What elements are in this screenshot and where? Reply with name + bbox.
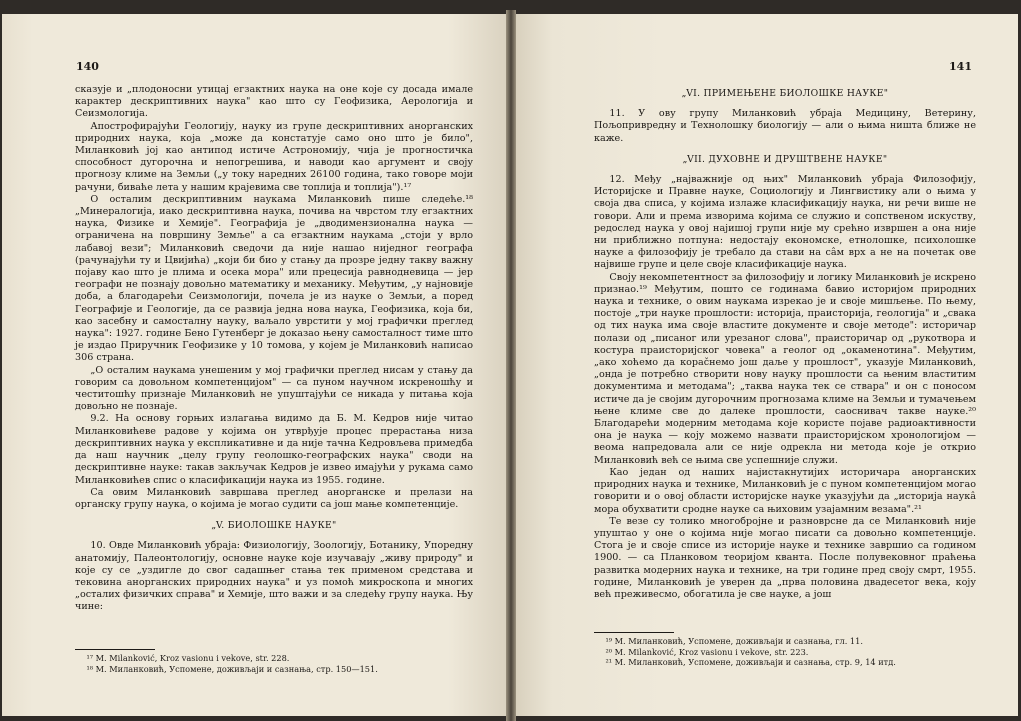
paragraph: 11. У ову групу Миланковић убраја Медицину, Ветерину, Пољопривредну и Технолошку биологију — али о њима ништа ближе не каже. — [594, 108, 976, 144]
section-heading: „VII. ДУХОВНЕ И ДРУШТВЕНЕ НАУКЕ" — [682, 153, 888, 165]
section-heading: „VI. ПРИМЕЊЕНЕ БИОЛОШКЕ НАУКЕ" — [681, 88, 889, 99]
paragraph: Као један од наших најистакнутијих историчара анорганских природних наука и технике, Миланковић је с пуном компетенцијом могао говорити и о овој области историјске науке указујући да „историја наукâ мора обухватити сродне науке са њиховим узајамним везама".²¹ — [594, 466, 976, 515]
paragraph: „О осталим наукама унешеним у мој графички преглед нисам у стању да говорим са довољном компетенцијом" — са пуном научном искреношћу и честитошћу признаје Миланковић не упуштајући се никада у питања која довољно не познаје. — [75, 364, 473, 413]
section-heading: „V. БИОЛОШКЕ НАУКЕ" — [211, 520, 337, 532]
footnote: ¹⁹ М. Миланковић, Успомене, доживљаји и сазнања, гл. 11. — [605, 636, 863, 646]
footnote: ²¹ М. Миланковић, Успомене, доживљаји и сазнања, стр. 9, 14 итд. — [605, 657, 896, 668]
paragraph: 9.2. На основу горњих излагања видимо да Б. М. Кедров није читао Миланковићеве радове у којима он утврђује процес прерастања низа дескриптивних наука у експликативне и да није тачна Кедровљева примедба да наш научник „целу групу геолошко-географских наука" своди на дескриптивне науке: такав закључак Кедров је извео имајући у рукама само Миланковићев спис о класификацији наука из 1955. године. — [75, 413, 473, 486]
paragraph: Своју некомпетентност за филозофију и логику Миланковић је искрено признао.¹⁹ Међутим, пошто се годинама бавио историјом природних наука и технике, о овим наукама изрекао је и своје мишљење. По њему, постоје „три науке прошлости: историја, праисторија, геологија" и „свака од тих наука има своје властите документе и своје методе": историчар полази од „писаног или урезаног слова", праисторичар од „рукотвора и костура праисторијског човека" а геолог од „окаменотина". Међутим, „ако хоћемо да кораčнемо још даље у прошлост", указује Миланковић, „онда је потребно створити нову науку прошлости са њеним властитим документима и методама"; „таква наука тек се ствара" и он с поносом истиче да је својим дугорочним прогнозама климе на Земљи и тумачењем њене климе све до далеке прошлости, саоснивач такве науке.²⁰ Благодарећи модерним методама које користе појаве радиоактивности она је наука — коју можемо назвати праисторијском хронологијом — веома напредовала али се није одрекла ни метода које је открио Миланковић већ се њима све успешније служи. — [594, 271, 976, 466]
footnote-rule — [594, 632, 674, 633]
paragraph: Те везе су толико многобројне и разноврсне да се Миланковић није упуштао у оне о којима није могао писати са довољно компетенције. Стога је и своје списе из историје науке и технике завршио са годином 1900. — са Планковом теоријом кванта. После полувековног праћења развитка модерних наука и технике, на три године пред своју смрт, 1955. године, Миланковић је уверен да „прва половина двадесетог века, коју већ преживесмо, обогатила је све науке, а још — [594, 515, 976, 600]
paragraph: Са овим Миланковић завршава преглед анорганске и прелази на органску групу наука, о којима је могао судити са још мање компетенције. — [75, 486, 473, 510]
paragraph: сказује и „плодоносни утицај егзактних наука на оне које су досада имале карактер дескриптивних наука" као што су Геофизика, Аерологија и Сеизмологија. — [75, 84, 473, 120]
footnote: ¹⁸ М. Миланковић, Успомене, доживљаји и сазнања, стр. 150—151. — [86, 663, 378, 674]
left-page — [2, 14, 509, 716]
page-number: 140 — [76, 60, 99, 73]
left-page-text — [75, 84, 473, 614]
right-page-text — [594, 88, 976, 601]
book-spine — [506, 10, 516, 721]
footnote: ¹⁷ M. Milanković, Kroz vasionu i vekove, str. 228. — [86, 653, 290, 663]
footnote: ²⁰ M. Milanković, Kroz vasionu i vekove, str. 223. — [605, 646, 809, 657]
paragraph: О осталим дескриптивним наукама Миланковић пише следеће.¹⁸ „Минералогија, иако дескриптивна наука, почива на чврстом тлу егзактних наука, Физике и Хемије". Географија је „дводимензионална наука — ограничена на површину Земље" а са егзактним наукама „стоји у врло лабавој вези"; Миланковић сведочи да није нашао ниједног географа (рачунајући ту и Цвијића) „који би био у стању да прозре једну такву важну појаву као што је плима и осека мора" или прецесија равнодневица — јер географи не познају довољно математику и механику. Међутим, „у најновије доба, а благодарећи Сеизмологији, почела је из науке о Земљи, а поред Географије и Геологије, да се развија једна нова наука, Геофизика, која би, као засебну и самосталну науку, ваљало уврстити у мој графички преглед наука": 1927. године Бено Гутенберг је доказао њену самосталност тиме што је издао Приручник Геофизике у 10 томова, у којем је Миланковић написао 306 страна. — [75, 193, 473, 364]
footnotes — [75, 643, 473, 674]
page-number: 141 — [949, 60, 972, 73]
paragraph: 12. Међу „најважније од њих" Миланковић убраја Филозофију, Историјске и Правне науке, Социологију и Лингвистику али о њима у своја два списа, у којима излаже класификацију наука, ни речи више не говори. Али и према изворима којима се служио и сопственом искуству, редослед наука у овој најишој групи није му срећно извршен а она није ни приближно потпуна: недостају економске, етнолошке, психолошке науке а филозофију је требало да стави на сâм врх а не на почетак ове највише групе и целе своје класификације наука. — [594, 174, 976, 271]
footnotes — [594, 626, 976, 668]
paragraph: Апострофирајући Геологију, науку из групе дескриптивних анорганских природних наука, која „може да констатује само оно што је било", Миланковић јој као антипод истиче Астрономију, чија је прогностичка способност дугорочна и непогрешива, и наводи као аргумент и своју прогнозу климе на Земљи („у току наредних 26100 година, тако говоре моји рачуни, биваће лета у нашим крајевима све топлија и топлија").¹⁷ — [75, 120, 473, 193]
footnote-rule — [75, 649, 155, 650]
right-page — [512, 14, 1018, 716]
paragraph: 10. Овде Миланковић убраја: Физиологију, Зоологију, Ботанику, Упоредну анатомију, Палеонтологију, основне науке које изучавају „живу природу" и које су се „уздигле до свог садашњег стања тек применом средстава и тековина анорганских природних наука" и уз помоћ микроскопа и многих „осталих физичких справа" и Хемије, што важи и за следећу групу наука. Њу чине: — [75, 540, 473, 613]
